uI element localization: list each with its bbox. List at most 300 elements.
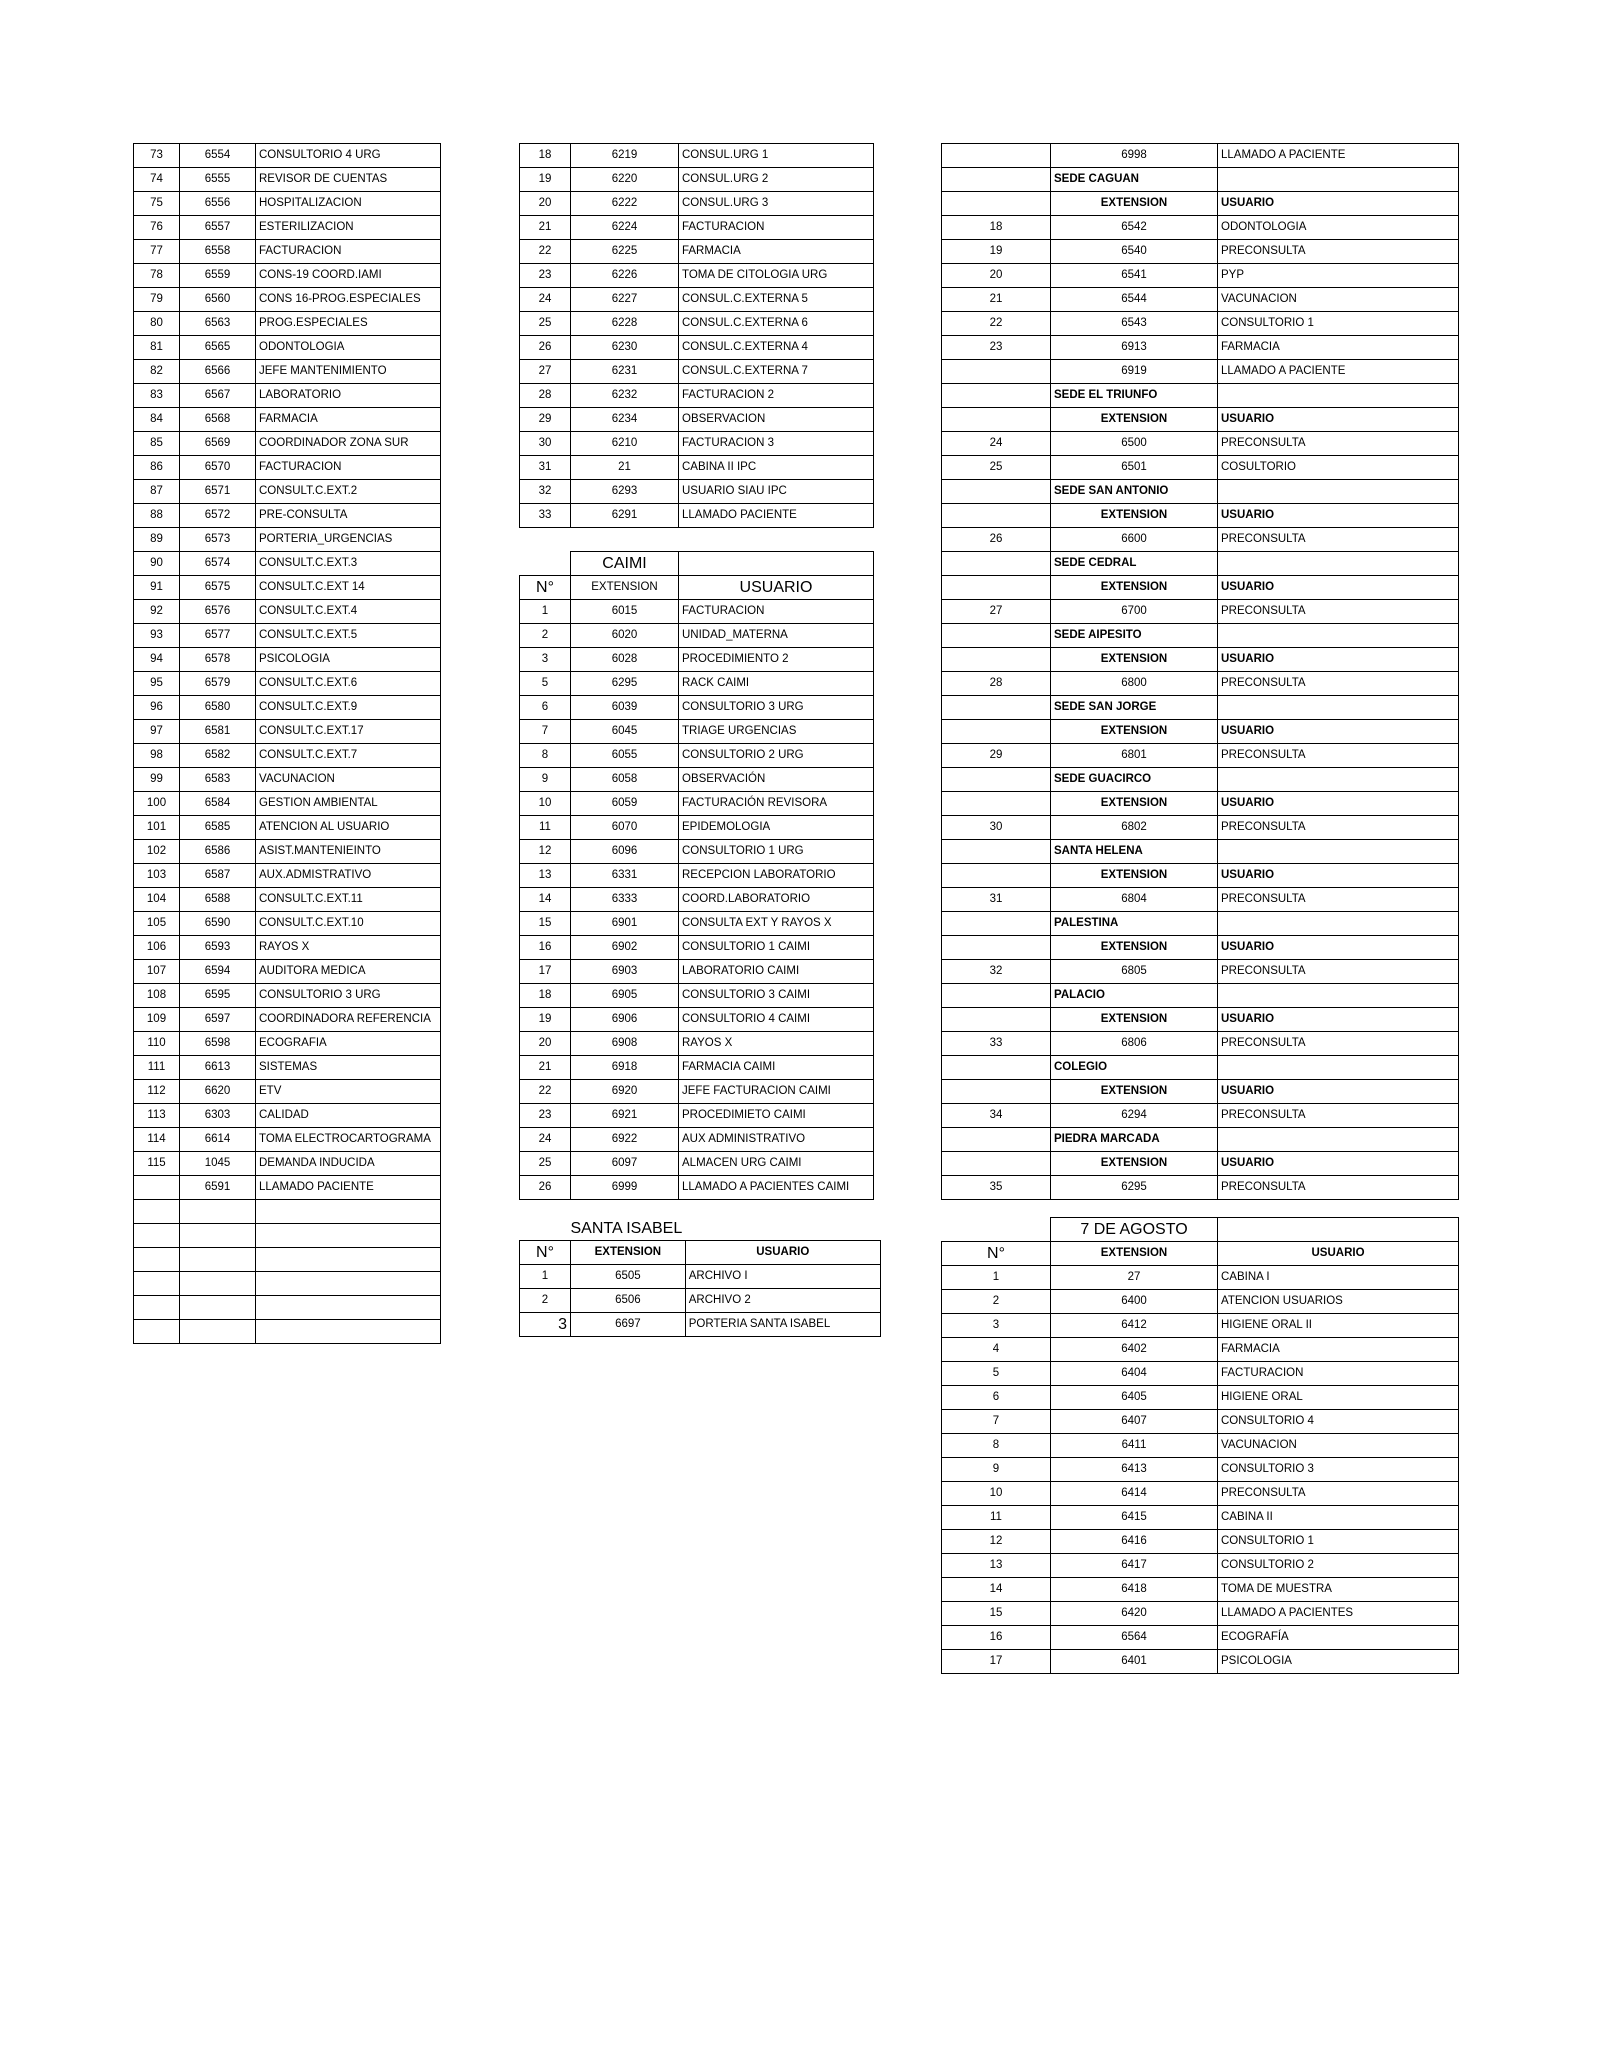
header-usuario: USUARIO	[685, 1241, 880, 1265]
row-number: 13	[520, 864, 571, 888]
extension-cell: 6097	[571, 1152, 679, 1176]
extension-cell: 6210	[571, 432, 679, 456]
table-row	[520, 816, 874, 840]
section-title-row	[520, 1217, 881, 1241]
row-number: 4	[942, 1338, 1051, 1362]
table-row	[520, 888, 874, 912]
row-number: 80	[134, 312, 180, 336]
table-row	[134, 840, 441, 864]
section-title-row	[942, 1218, 1459, 1242]
header-row	[942, 1242, 1459, 1266]
usuario-cell: PRECONSULTA	[1218, 744, 1459, 768]
empty-cell	[1218, 1056, 1459, 1080]
extension-cell: 6593	[180, 936, 256, 960]
usuario-cell: LLAMADO A PACIENTE	[1218, 360, 1459, 384]
header-usuario: USUARIO	[1218, 504, 1459, 528]
row-number: 23	[520, 264, 571, 288]
extension-cell: 6411	[1051, 1434, 1218, 1458]
row-number	[134, 1320, 180, 1344]
usuario-cell: RAYOS X	[256, 936, 441, 960]
header-usuario: USUARIO	[1218, 864, 1459, 888]
row-number: 8	[942, 1434, 1051, 1458]
usuario-cell: CONSULTORIO 1	[1218, 312, 1459, 336]
usuario-cell	[256, 1200, 441, 1224]
header-row	[520, 1241, 881, 1265]
usuario-cell: CONS-19 COORD.IAMI	[256, 264, 441, 288]
usuario-cell: PRECONSULTA	[1218, 888, 1459, 912]
row-number: 84	[134, 408, 180, 432]
section-title: SANTA ISABEL	[570, 1219, 683, 1237]
extension-cell: 6232	[571, 384, 679, 408]
header-usuario: USUARIO	[1218, 1242, 1459, 1266]
table-row	[520, 696, 874, 720]
extension-cell: 6594	[180, 960, 256, 984]
extension-cell: 6580	[180, 696, 256, 720]
row-number: 83	[134, 384, 180, 408]
usuario-cell: LLAMADO PACIENTE	[256, 1176, 441, 1200]
usuario-cell: PROG.ESPECIALES	[256, 312, 441, 336]
usuario-cell: TRIAGE URGENCIAS	[679, 720, 874, 744]
extension-cell: 6219	[571, 144, 679, 168]
extension-cell: 6500	[1051, 432, 1218, 456]
empty-cell	[942, 624, 1051, 648]
header-row	[942, 1080, 1459, 1104]
header-row	[942, 192, 1459, 216]
sede-title: PIEDRA MARCADA	[1051, 1128, 1218, 1152]
usuario-cell: COORDINADOR ZONA SUR	[256, 432, 441, 456]
usuario-cell: PORTERIA_URGENCIAS	[256, 528, 441, 552]
sede-title-row	[942, 168, 1459, 192]
usuario-cell: LLAMADO PACIENTE	[679, 504, 874, 528]
table-row	[520, 720, 874, 744]
usuario-cell: FACTURACION 2	[679, 384, 874, 408]
table-row	[520, 792, 874, 816]
table-row	[134, 672, 441, 696]
table-row	[942, 888, 1459, 912]
row-number: 1	[520, 1265, 571, 1289]
extension-cell: 6620	[180, 1080, 256, 1104]
extension-cell: 6578	[180, 648, 256, 672]
table-row	[942, 816, 1459, 840]
table-row	[942, 288, 1459, 312]
extension-cell: 6333	[571, 888, 679, 912]
usuario-cell: VACUNACION	[256, 768, 441, 792]
extension-cell: 6402	[1051, 1338, 1218, 1362]
usuario-cell: CONSUL.URG 1	[679, 144, 874, 168]
usuario-cell: VACUNACION	[1218, 1434, 1459, 1458]
table-row	[134, 1128, 441, 1152]
extension-cell: 6577	[180, 624, 256, 648]
extension-cell: 6542	[1051, 216, 1218, 240]
table-row	[134, 288, 441, 312]
extension-table-middle	[519, 143, 874, 1200]
usuario-cell: FARMACIA	[1218, 1338, 1459, 1362]
table-row	[520, 192, 874, 216]
extension-cell: 6921	[571, 1104, 679, 1128]
header-extension: EXTENSION	[1051, 720, 1218, 744]
usuario-cell: FARMACIA CAIMI	[679, 1056, 874, 1080]
usuario-cell: ALMACEN URG CAIMI	[679, 1152, 874, 1176]
extension-cell	[180, 1224, 256, 1248]
table-row	[520, 1008, 874, 1032]
table-row	[134, 528, 441, 552]
usuario-cell: DEMANDA INDUCIDA	[256, 1152, 441, 1176]
table-row	[134, 912, 441, 936]
extension-cell: 6543	[1051, 312, 1218, 336]
extension-cell: 6573	[180, 528, 256, 552]
extension-cell: 6571	[180, 480, 256, 504]
extension-cell: 6901	[571, 912, 679, 936]
table-row	[134, 624, 441, 648]
table-row	[134, 504, 441, 528]
usuario-cell: CONSULTORIO 1	[1218, 1530, 1459, 1554]
extension-cell: 6544	[1051, 288, 1218, 312]
row-number: 91	[134, 576, 180, 600]
usuario-cell: CONSUL.C.EXTERNA 7	[679, 360, 874, 384]
usuario-cell: CONSULTORIO 4	[1218, 1410, 1459, 1434]
usuario-cell: LABORATORIO CAIMI	[679, 960, 874, 984]
table-row	[134, 792, 441, 816]
row-number: 97	[134, 720, 180, 744]
table-row	[520, 912, 874, 936]
table-row	[134, 648, 441, 672]
header-usuario: USUARIO	[1218, 792, 1459, 816]
header-row	[942, 576, 1459, 600]
row-number: 106	[134, 936, 180, 960]
extension-cell: 6597	[180, 1008, 256, 1032]
sede-title: SEDE SAN ANTONIO	[1051, 480, 1218, 504]
sede-title-row	[942, 984, 1459, 1008]
table-row	[134, 1224, 441, 1248]
row-number: 86	[134, 456, 180, 480]
usuario-cell: UNIDAD_MATERNA	[679, 624, 874, 648]
usuario-cell: CONSULT.C.EXT.4	[256, 600, 441, 624]
empty-cell	[942, 504, 1051, 528]
sede-title: PALESTINA	[1051, 912, 1218, 936]
table-row	[942, 1434, 1459, 1458]
table-row	[134, 1320, 441, 1344]
table-row	[134, 456, 441, 480]
row-number: 20	[520, 1032, 571, 1056]
row-number: 22	[520, 240, 571, 264]
extension-cell: 6059	[571, 792, 679, 816]
table-row	[520, 840, 874, 864]
header-usuario: USUARIO	[1218, 408, 1459, 432]
table-row	[942, 744, 1459, 768]
extension-cell: 6902	[571, 936, 679, 960]
usuario-cell: CONSUL.C.EXTERNA 5	[679, 288, 874, 312]
empty-cell	[942, 1080, 1051, 1104]
header-usuario: USUARIO	[1218, 1008, 1459, 1032]
extension-cell: 6574	[180, 552, 256, 576]
usuario-cell: LLAMADO A PACIENTE	[1218, 144, 1459, 168]
table-row	[942, 1578, 1459, 1602]
row-number: 19	[520, 1008, 571, 1032]
header-usuario: USUARIO	[1218, 1152, 1459, 1176]
row-number: 35	[942, 1176, 1051, 1200]
row-number: 104	[134, 888, 180, 912]
table-row	[520, 984, 874, 1008]
extension-cell: 6291	[571, 504, 679, 528]
empty-cell	[942, 792, 1051, 816]
table-row	[942, 960, 1459, 984]
table-row	[520, 1265, 881, 1289]
extension-table-main	[133, 143, 441, 1344]
sede-title-row	[942, 768, 1459, 792]
table-row	[134, 264, 441, 288]
usuario-cell: CONSULTORIO 3 URG	[679, 696, 874, 720]
row-number: 99	[134, 768, 180, 792]
row-number: 11	[942, 1506, 1051, 1530]
extension-cell: 6583	[180, 768, 256, 792]
row-number: 101	[134, 816, 180, 840]
empty-cell	[1218, 1128, 1459, 1152]
row-number: 93	[134, 624, 180, 648]
extension-cell: 6568	[180, 408, 256, 432]
extension-cell: 6572	[180, 504, 256, 528]
usuario-cell: JEFE FACTURACION CAIMI	[679, 1080, 874, 1104]
table-row	[520, 624, 874, 648]
sede-title-row	[942, 696, 1459, 720]
usuario-cell: PRECONSULTA	[1218, 432, 1459, 456]
usuario-cell: CONSULTORIO 3 CAIMI	[679, 984, 874, 1008]
extension-cell: 6231	[571, 360, 679, 384]
header-usuario: USUARIO	[679, 576, 874, 600]
empty-cell	[942, 168, 1051, 192]
row-number: 2	[520, 1289, 571, 1313]
extension-cell: 6563	[180, 312, 256, 336]
row-number: 107	[134, 960, 180, 984]
extension-cell: 6800	[1051, 672, 1218, 696]
header-extension: EXTENSION	[1051, 1242, 1218, 1266]
usuario-cell: PRECONSULTA	[1218, 1032, 1459, 1056]
usuario-cell: FACTURACION	[679, 600, 874, 624]
extension-cell: 6556	[180, 192, 256, 216]
usuario-cell: USUARIO SIAU IPC	[679, 480, 874, 504]
row-number: 9	[520, 768, 571, 792]
empty-cell	[942, 912, 1051, 936]
table-row	[942, 1176, 1459, 1200]
row-number: 94	[134, 648, 180, 672]
row-number	[942, 144, 1051, 168]
empty-cell	[942, 576, 1051, 600]
table-row	[520, 1152, 874, 1176]
row-number: 98	[134, 744, 180, 768]
row-number	[134, 1272, 180, 1296]
table-row	[134, 240, 441, 264]
header-n: N°	[942, 1242, 1051, 1266]
extension-cell: 6506	[571, 1289, 686, 1313]
table-row	[134, 1200, 441, 1224]
extension-cell: 6225	[571, 240, 679, 264]
header-row	[942, 504, 1459, 528]
table-row	[942, 1530, 1459, 1554]
extension-cell: 6295	[571, 672, 679, 696]
row-number: 112	[134, 1080, 180, 1104]
table-row	[942, 312, 1459, 336]
row-number: 10	[942, 1482, 1051, 1506]
row-number: 76	[134, 216, 180, 240]
row-number: 15	[520, 912, 571, 936]
usuario-cell: VACUNACION	[1218, 288, 1459, 312]
table-row	[134, 1032, 441, 1056]
table-row	[134, 480, 441, 504]
row-number: 3	[520, 1313, 571, 1337]
usuario-cell: PORTERIA SANTA ISABEL	[685, 1313, 880, 1337]
spacer-cell	[571, 528, 679, 552]
usuario-cell: CONSULT.C.EXT 14	[256, 576, 441, 600]
usuario-cell: FACTURACION	[679, 216, 874, 240]
sede-title: PALACIO	[1051, 984, 1218, 1008]
usuario-cell	[256, 1224, 441, 1248]
row-number: 18	[520, 984, 571, 1008]
empty-cell	[1218, 840, 1459, 864]
extension-cell: 6228	[571, 312, 679, 336]
usuario-cell: CONSULTORIO 3	[1218, 1458, 1459, 1482]
extension-cell: 6417	[1051, 1554, 1218, 1578]
row-number: 114	[134, 1128, 180, 1152]
header-extension: EXTENSION	[1051, 1152, 1218, 1176]
header-extension: EXTENSION	[1051, 1080, 1218, 1104]
table-row	[942, 1482, 1459, 1506]
row-number: 30	[942, 816, 1051, 840]
empty-cell	[942, 408, 1051, 432]
extension-cell: 6588	[180, 888, 256, 912]
table-row	[520, 288, 874, 312]
extension-cell: 6802	[1051, 816, 1218, 840]
usuario-cell: TOMA DE MUESTRA	[1218, 1578, 1459, 1602]
table-row	[942, 672, 1459, 696]
usuario-cell: CONSULT.C.EXT.10	[256, 912, 441, 936]
usuario-cell: FARMACIA	[256, 408, 441, 432]
table-row	[520, 144, 874, 168]
extension-cell: 6905	[571, 984, 679, 1008]
header-row	[942, 720, 1459, 744]
header-row	[942, 1008, 1459, 1032]
header-usuario: USUARIO	[1218, 192, 1459, 216]
row-number: 108	[134, 984, 180, 1008]
usuario-cell: CONSULTORIO 2	[1218, 1554, 1459, 1578]
sede-title: COLEGIO	[1051, 1056, 1218, 1080]
table-row	[134, 1296, 441, 1320]
row-number: 74	[134, 168, 180, 192]
row-number: 89	[134, 528, 180, 552]
sede-title-row	[942, 480, 1459, 504]
header-n: N°	[520, 576, 571, 600]
row-number: 1	[520, 600, 571, 624]
usuario-cell: PRECONSULTA	[1218, 960, 1459, 984]
extension-cell: 6998	[1051, 144, 1218, 168]
empty-cell	[942, 864, 1051, 888]
header-extension: EXTENSION	[1051, 576, 1218, 600]
usuario-cell: LABORATORIO	[256, 384, 441, 408]
usuario-cell: CONSULTA EXT Y RAYOS X	[679, 912, 874, 936]
table-row	[520, 960, 874, 984]
extension-cell: 6418	[1051, 1578, 1218, 1602]
table-row	[942, 360, 1459, 384]
usuario-cell: HOSPITALIZACION	[256, 192, 441, 216]
row-number: 18	[520, 144, 571, 168]
table-row	[942, 240, 1459, 264]
extension-cell: 6220	[571, 168, 679, 192]
header-row	[942, 936, 1459, 960]
extension-cell: 6557	[180, 216, 256, 240]
usuario-cell: CONS 16-PROG.ESPECIALES	[256, 288, 441, 312]
extension-cell: 1045	[180, 1152, 256, 1176]
header-usuario: USUARIO	[1218, 1080, 1459, 1104]
row-number: 25	[520, 312, 571, 336]
extension-cell: 6055	[571, 744, 679, 768]
row-number: 25	[520, 1152, 571, 1176]
usuario-cell: CONSULTORIO 3 URG	[256, 984, 441, 1008]
extension-cell: 6505	[571, 1265, 686, 1289]
sede-title: SEDE CEDRAL	[1051, 552, 1218, 576]
extension-cell: 6903	[571, 960, 679, 984]
row-number: 21	[942, 288, 1051, 312]
row-number: 19	[942, 240, 1051, 264]
extension-cell: 6570	[180, 456, 256, 480]
table-row	[942, 456, 1459, 480]
extension-cell: 6294	[1051, 1104, 1218, 1128]
extension-cell: 6918	[571, 1056, 679, 1080]
usuario-cell: RECEPCION LABORATORIO	[679, 864, 874, 888]
usuario-cell: PSICOLOGIA	[1218, 1650, 1459, 1674]
table-row	[942, 1104, 1459, 1128]
header-extension: EXTENSION	[1051, 864, 1218, 888]
row-number: 95	[134, 672, 180, 696]
sede-title: SEDE AIPESITO	[1051, 624, 1218, 648]
row-number: 77	[134, 240, 180, 264]
usuario-cell: HIGIENE ORAL	[1218, 1386, 1459, 1410]
row-number: 12	[520, 840, 571, 864]
row-number: 109	[134, 1008, 180, 1032]
row-number: 6	[942, 1386, 1051, 1410]
extension-cell: 6559	[180, 264, 256, 288]
usuario-cell: REVISOR DE CUENTAS	[256, 168, 441, 192]
row-number: 23	[520, 1104, 571, 1128]
row-number: 30	[520, 432, 571, 456]
extension-cell: 6020	[571, 624, 679, 648]
table-row	[520, 408, 874, 432]
extension-cell: 6015	[571, 600, 679, 624]
extension-cell: 6234	[571, 408, 679, 432]
sede-title: SEDE CAGUAN	[1051, 168, 1218, 192]
usuario-cell: CONSULTORIO 1 URG	[679, 840, 874, 864]
table-row	[134, 1176, 441, 1200]
header-row	[942, 792, 1459, 816]
usuario-cell: COORDINADORA REFERENCIA	[256, 1008, 441, 1032]
usuario-cell: RAYOS X	[679, 1032, 874, 1056]
row-number: 7	[520, 720, 571, 744]
row-number	[134, 1224, 180, 1248]
table-row	[520, 216, 874, 240]
usuario-cell	[256, 1272, 441, 1296]
row-number: 75	[134, 192, 180, 216]
table-row	[942, 1458, 1459, 1482]
table-row	[134, 576, 441, 600]
table-row	[942, 1650, 1459, 1674]
row-number: 26	[942, 528, 1051, 552]
table-row	[134, 192, 441, 216]
table-row	[942, 1266, 1459, 1290]
usuario-cell: LLAMADO A PACIENTES	[1218, 1602, 1459, 1626]
extension-cell: 6331	[571, 864, 679, 888]
usuario-cell: SISTEMAS	[256, 1056, 441, 1080]
table-row	[942, 1626, 1459, 1650]
table-row	[942, 336, 1459, 360]
row-number: 26	[520, 1176, 571, 1200]
header-extension: EXTENSION	[571, 1241, 686, 1265]
